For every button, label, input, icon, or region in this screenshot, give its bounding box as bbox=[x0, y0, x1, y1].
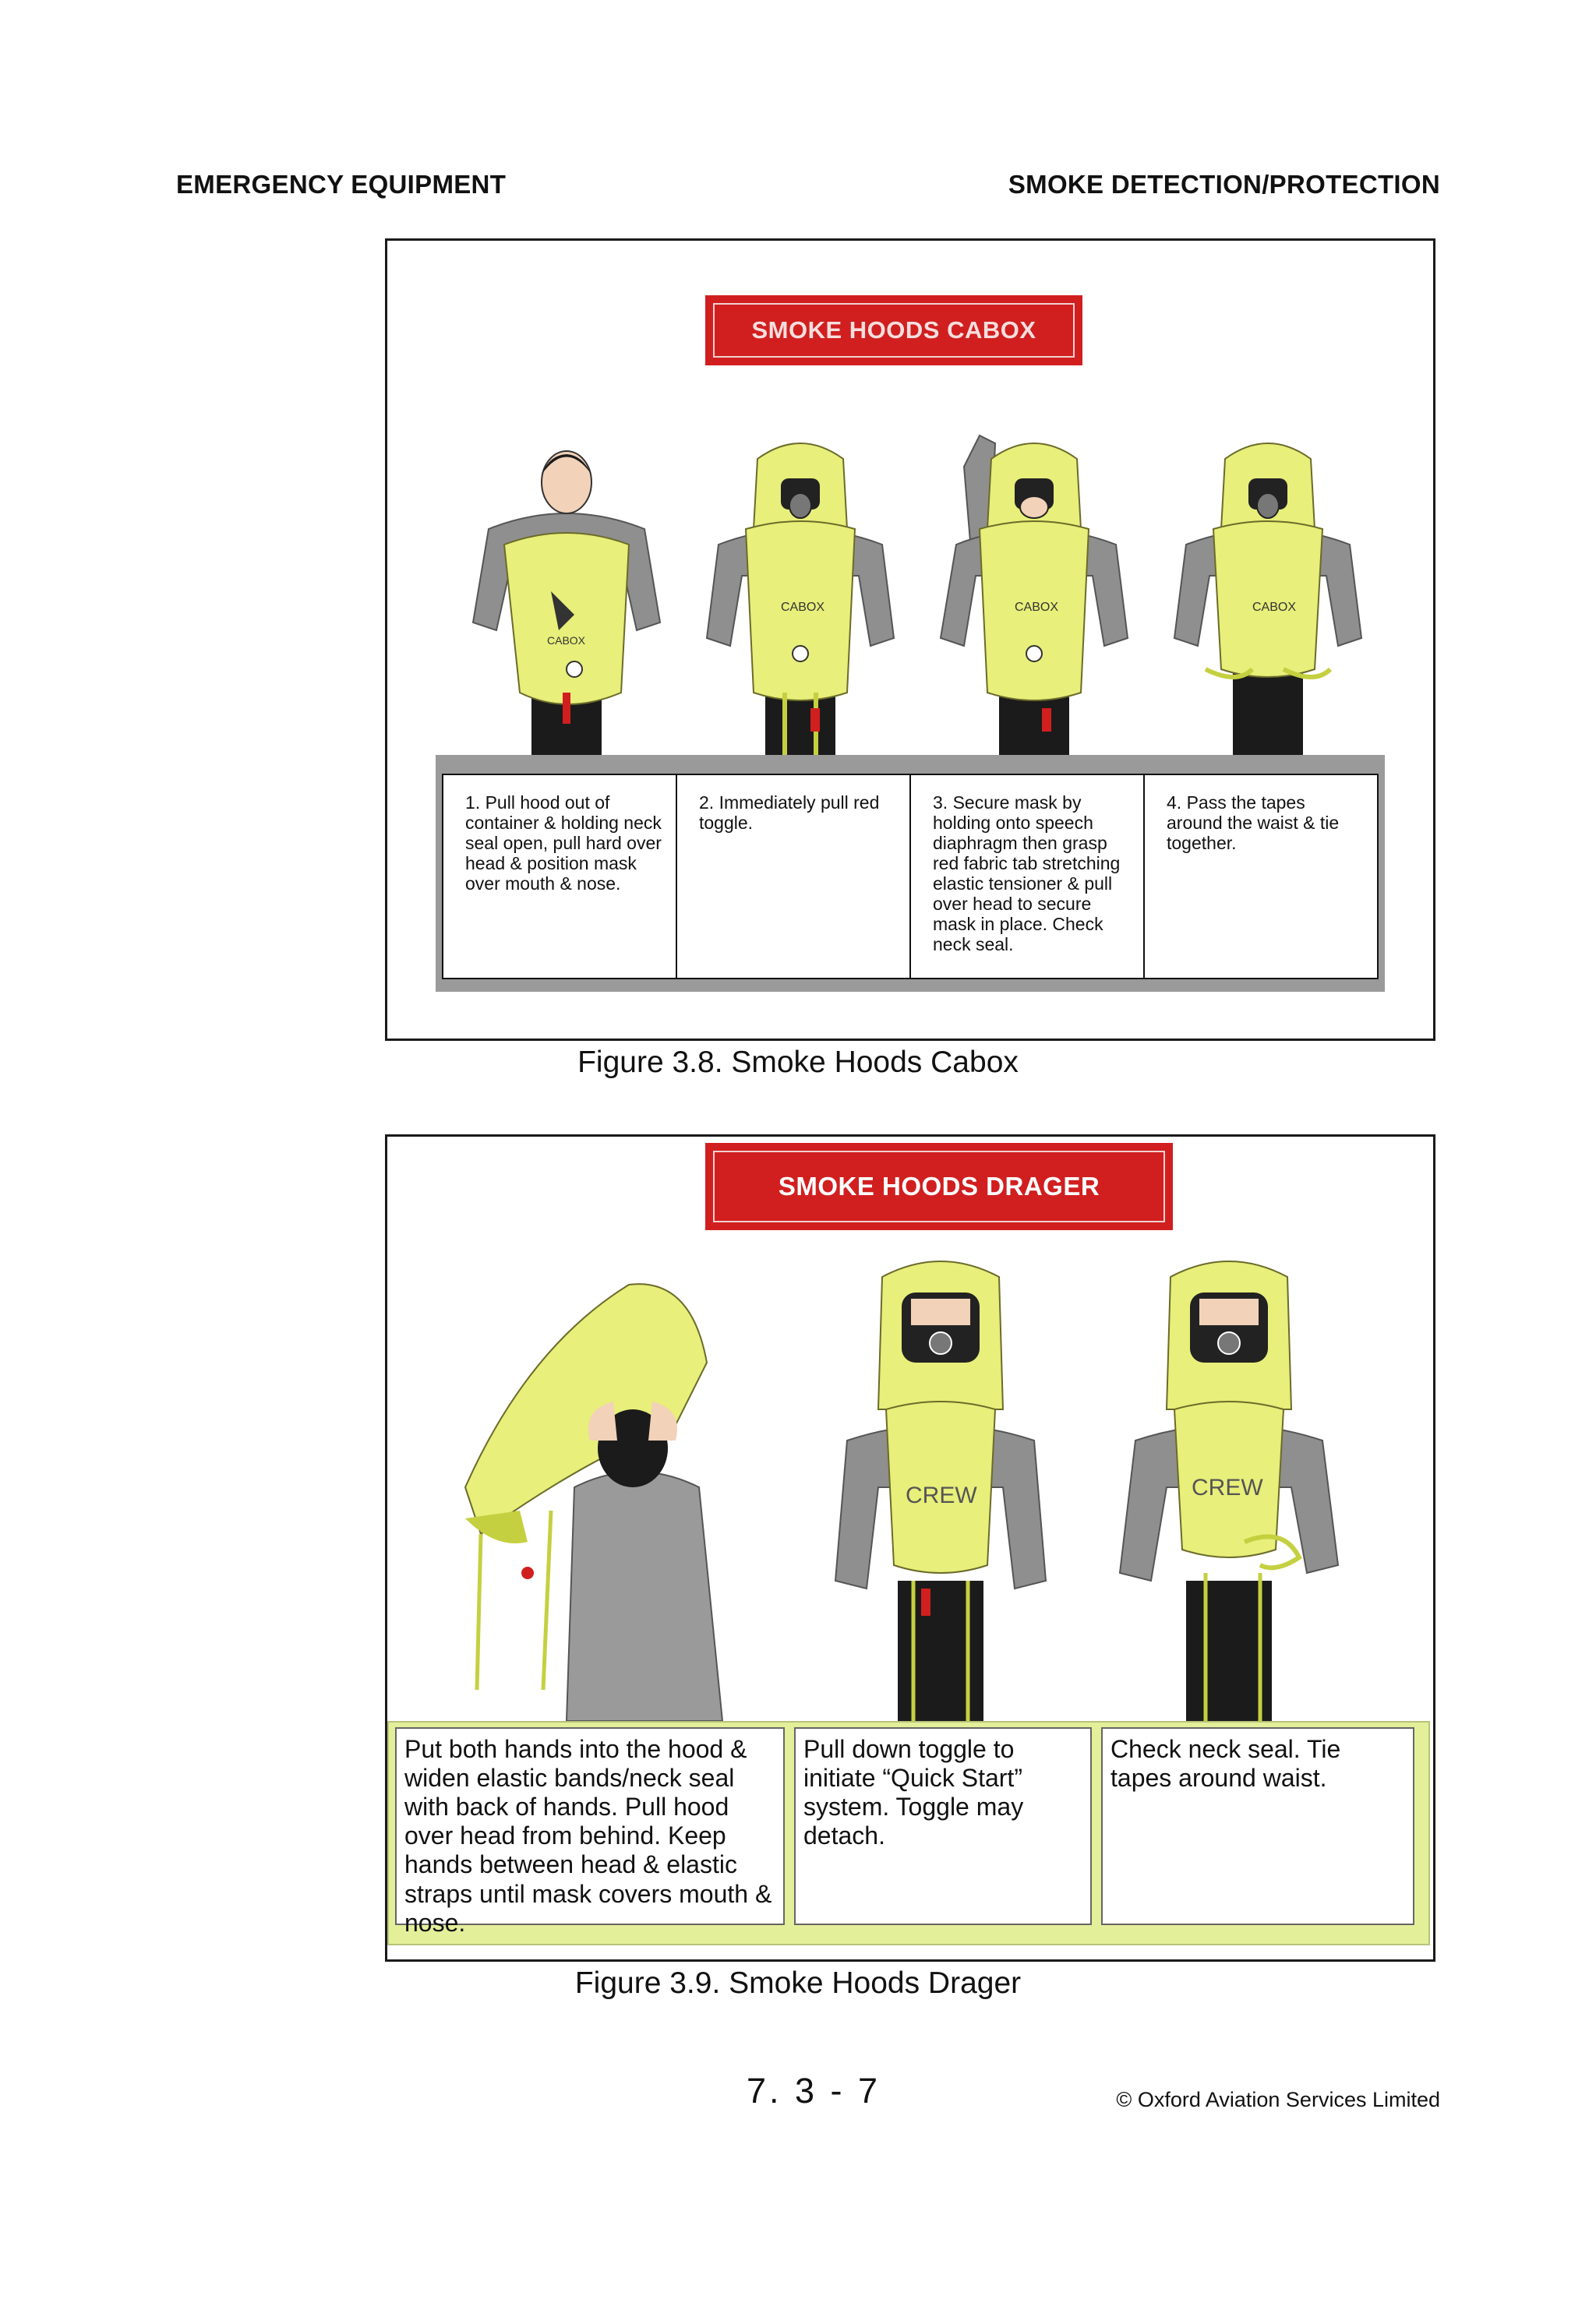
drager-step-3: Check neck seal. Tie tapes around waist. bbox=[1101, 1727, 1414, 1925]
cabox-steps-bar bbox=[436, 755, 1385, 992]
drager-step2-illustration bbox=[824, 1254, 1058, 1721]
cabox-step3-illustration bbox=[925, 420, 1143, 763]
drager-step-1: Put both hands into the hood & widen elastic bands/neck seal with back of hands. Pull hood over head from behind. Keep hands between head & elastic straps until mask covers mouth & nose. bbox=[395, 1727, 785, 1925]
cabox-step2-illustration bbox=[691, 436, 909, 763]
cabox-step1-illustration bbox=[457, 436, 676, 763]
header-chapter-title: EMERGENCY EQUIPMENT bbox=[176, 170, 507, 199]
figure-caption-drager: Figure 3.9. Smoke Hoods Drager bbox=[574, 1966, 1022, 2000]
cabox-step-2: 2. Immediately pull red toggle. bbox=[677, 775, 911, 978]
cabox-step4-illustration bbox=[1159, 436, 1377, 763]
drager-steps-bar bbox=[387, 1721, 1430, 1945]
drager-step-2: Pull down toggle to initiate “Quick Start” system. Toggle may detach. bbox=[794, 1727, 1092, 1925]
drager-step1-illustration bbox=[434, 1254, 808, 1721]
drager-hood-label-3: CREW bbox=[1192, 1475, 1263, 1501]
cabox-step-4: 4. Pass the tapes around the waist & tie together. bbox=[1167, 792, 1340, 853]
figure-smoke-hoods-cabox bbox=[385, 238, 1435, 1041]
figure-caption-cabox: Figure 3.8. Smoke Hoods Cabox bbox=[577, 1046, 1019, 1079]
cabox-hood-label-4: CABOX bbox=[1252, 601, 1297, 614]
cabox-banner bbox=[705, 295, 1082, 365]
cabox-banner-title: SMOKE HOODS CABOX bbox=[713, 303, 1075, 358]
page-number: 7. 3 - 7 bbox=[747, 2071, 881, 2111]
drager-banner-title: SMOKE HOODS DRAGER bbox=[713, 1151, 1165, 1222]
drager-steps-table bbox=[395, 1727, 1414, 1937]
drager-banner bbox=[705, 1143, 1173, 1230]
cabox-step-1: 1. Pull hood out of container & holding neck seal open, pull hard over head & position mask over mouth & nose. bbox=[443, 775, 677, 978]
drager-step3-illustration bbox=[1104, 1254, 1354, 1721]
figure-smoke-hoods-drager bbox=[385, 1134, 1435, 1962]
cabox-hood-label-1: CABOX bbox=[547, 634, 586, 647]
header-section-title: SMOKE DETECTION/PROTECTION bbox=[1008, 170, 1440, 199]
copyright-notice: © Oxford Aviation Services Limited bbox=[1116, 2088, 1440, 2111]
drager-hood-label-2: CREW bbox=[906, 1483, 977, 1508]
cabox-hood-label-2: CABOX bbox=[781, 601, 825, 614]
cabox-hood-label-3: CABOX bbox=[1015, 601, 1059, 614]
cabox-step-3: 3. Secure mask by holding onto speech diaphragm then grasp red fabric tab stretching elastic tensioner & pull over head to secure mask in place. Check neck seal. bbox=[911, 775, 1145, 978]
cabox-steps-table bbox=[442, 774, 1379, 979]
